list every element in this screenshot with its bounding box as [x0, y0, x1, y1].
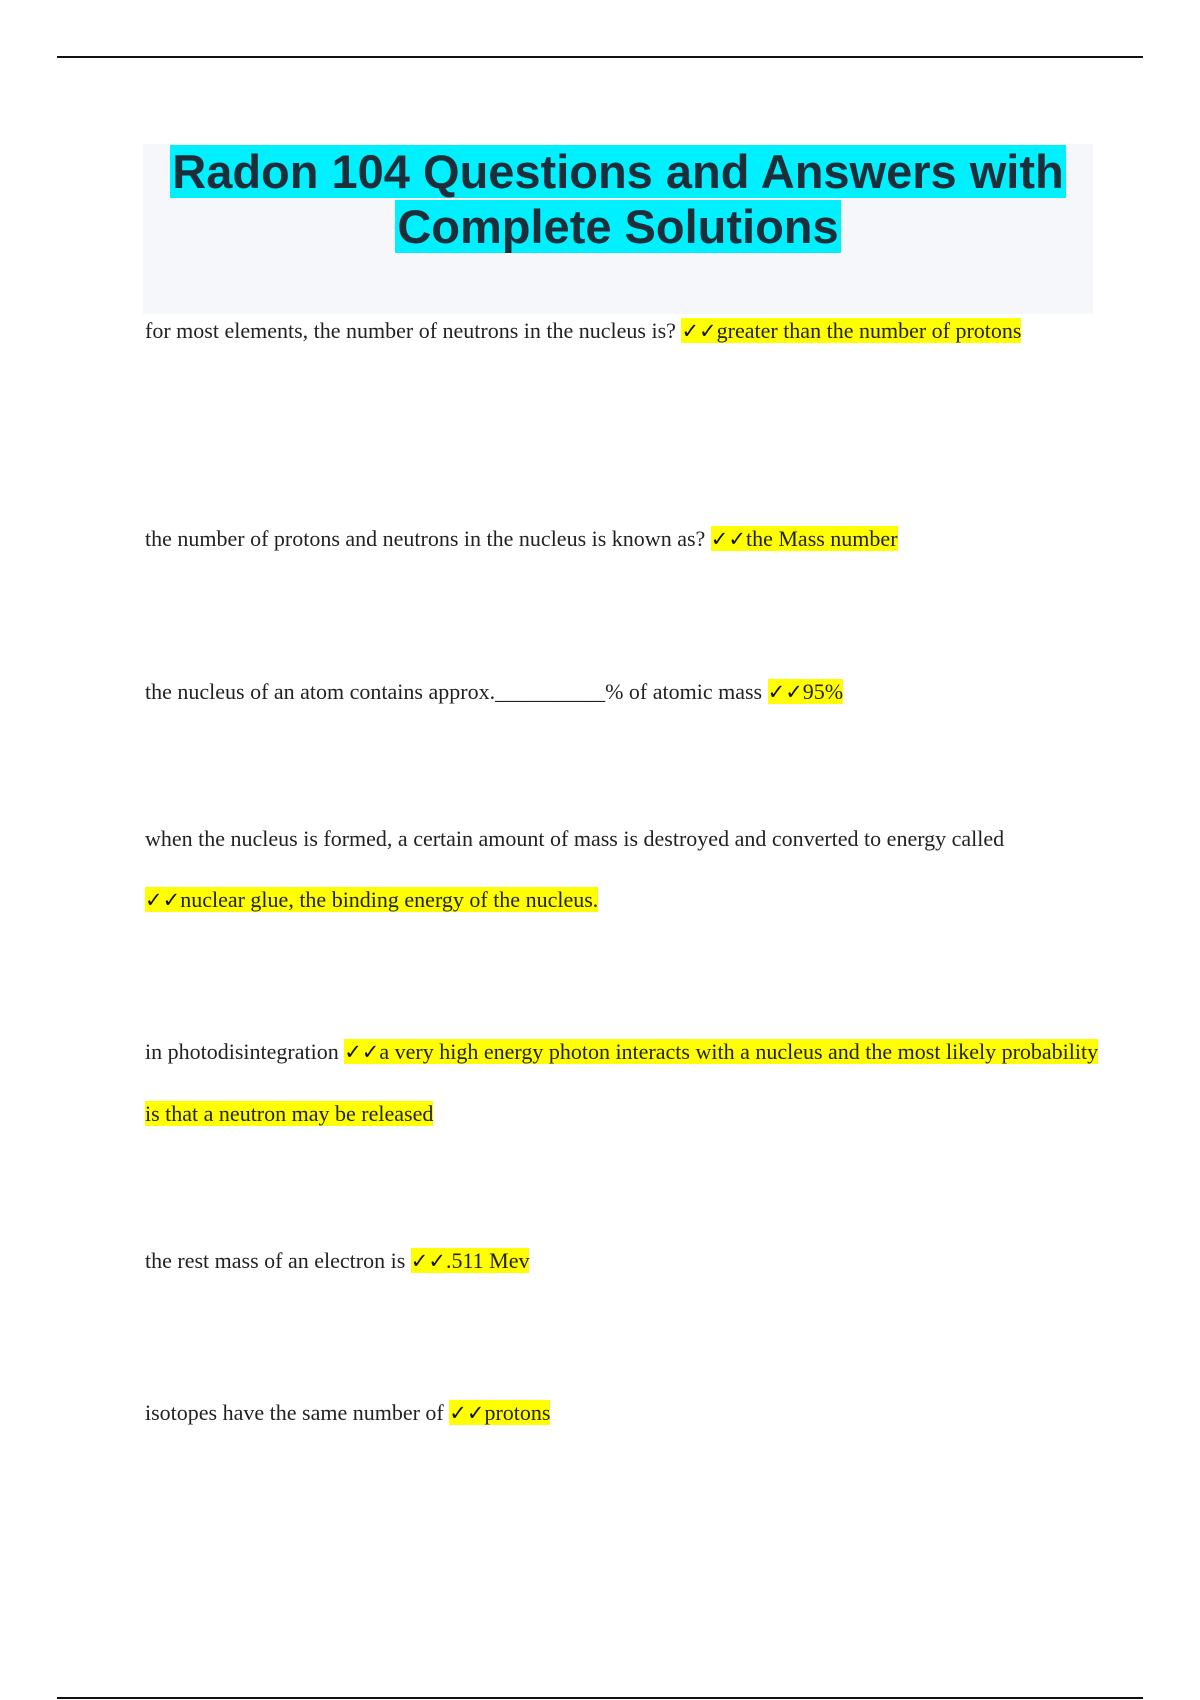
qa-item-6	[145, 1230, 1105, 1292]
question-text: isotopes have the same number of	[145, 1400, 450, 1425]
answer-text: nuclear glue, the binding energy of the nucleus.	[180, 887, 599, 912]
answer-highlight	[411, 1248, 530, 1273]
qa-item-7	[145, 1382, 1105, 1444]
title-line-2: Complete Solutions	[397, 200, 839, 253]
bottom-rule	[57, 1697, 1143, 1699]
qa-item-5	[145, 1021, 1105, 1144]
answer-text: the Mass number	[745, 526, 898, 551]
title-block	[143, 144, 1093, 314]
question-text: the number of protons and neutrons in the nucleus is known as?	[145, 526, 711, 551]
qa-item-3	[145, 661, 1105, 723]
question-text: in photodisintegration	[145, 1039, 345, 1064]
answer-highlight	[449, 1400, 550, 1425]
double-check-icon: ✓✓	[410, 1249, 446, 1273]
question-text: when the nucleus is formed, a certain amount of mass is destroyed and converted to energy called	[145, 826, 1005, 851]
answer-text: greater than the number of protons	[716, 318, 1022, 343]
answer-highlight	[145, 887, 598, 912]
answer-text: .511 Mev	[445, 1248, 530, 1273]
question-text: the nucleus of an atom contains approx.__________% of atomic mass	[145, 679, 768, 704]
double-check-icon: ✓✓	[145, 888, 181, 912]
page-title	[143, 144, 1093, 254]
answer-text: 95%	[802, 679, 844, 704]
answer-text: protons	[484, 1400, 551, 1425]
top-rule	[57, 56, 1143, 58]
title-line-1: Radon 104 Questions and Answers with	[172, 145, 1064, 198]
double-check-icon: ✓✓	[344, 1040, 380, 1064]
double-check-icon: ✓✓	[449, 1401, 485, 1425]
answer-highlight	[711, 526, 898, 551]
question-text: for most elements, the number of neutrons in the nucleus is?	[145, 318, 682, 343]
answer-text: a very high energy photon interacts with a nucleus and the most likely probability is that a neutron may be released	[145, 1039, 1099, 1126]
qa-item-4	[145, 808, 1105, 931]
qa-item-2	[145, 508, 1105, 570]
qa-item-1	[145, 300, 1105, 362]
question-text: the rest mass of an electron is	[145, 1248, 411, 1273]
double-check-icon: ✓✓	[767, 680, 803, 704]
double-check-icon: ✓✓	[710, 527, 746, 551]
double-check-icon: ✓✓	[681, 319, 717, 343]
answer-highlight	[681, 318, 1021, 343]
answer-highlight	[768, 679, 844, 704]
